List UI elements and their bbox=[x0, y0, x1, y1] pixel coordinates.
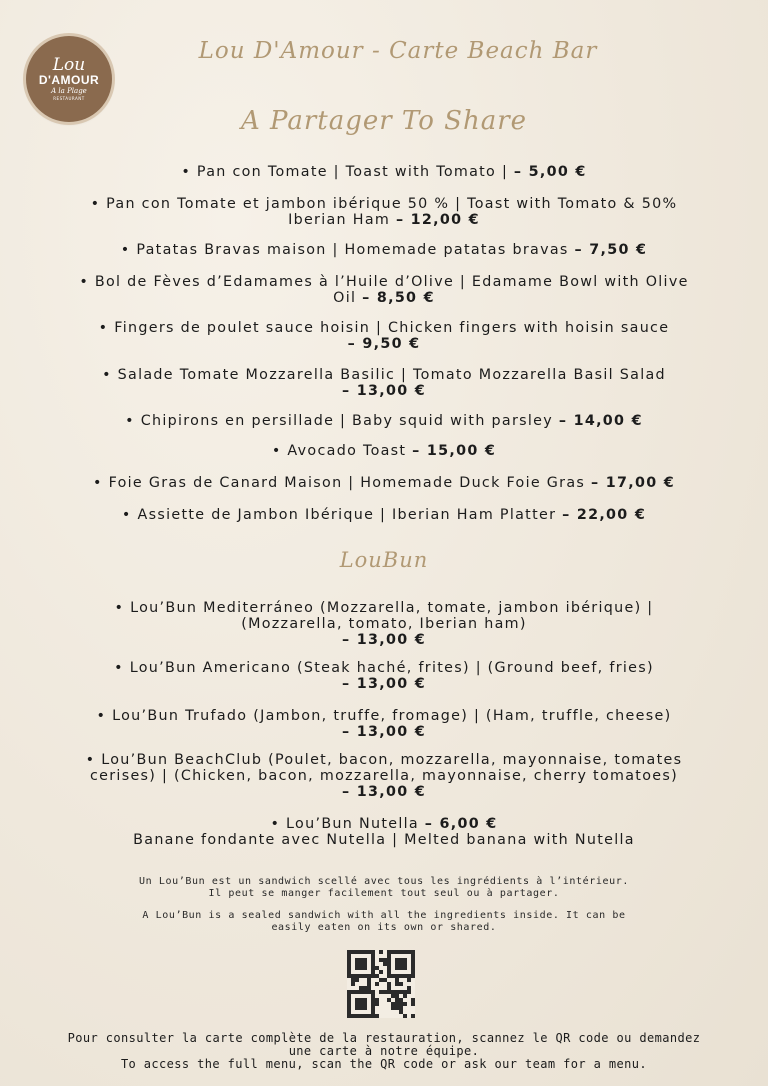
menu-item-text: • Lou’Bun Trufado (Jambon, truffe, fromage) | (Ham, truffle, cheese) bbox=[96, 708, 672, 724]
menu-item-text: Iberian Ham bbox=[288, 212, 396, 228]
menu-item-price: – 15,00 € bbox=[412, 443, 497, 459]
menu-item-text: (Mozzarella, tomato, Iberian ham) bbox=[241, 616, 527, 632]
menu-item-line bbox=[14, 752, 754, 768]
logo-text-plage: A la Plage bbox=[51, 86, 87, 95]
footer-line1: Pour consulter la carte complète de la restauration, scannez le QR code ou demandez bbox=[67, 1031, 701, 1045]
note-en-line1: A Lou’Bun is a sealed sandwich with all the ingredients inside. It can be bbox=[142, 910, 626, 921]
menu-item-price: – 17,00 € bbox=[591, 475, 675, 491]
page-title: Lou D'Amour - Carte Beach Bar bbox=[198, 38, 598, 64]
menu-item-price: – 8,50 € bbox=[362, 290, 435, 306]
menu-item-text: cerises) | (Chicken, bacon, mozzarella, mayonnaise, cherry tomatoes) bbox=[90, 768, 678, 784]
menu-item-line bbox=[14, 413, 754, 429]
menu-item-line bbox=[14, 507, 754, 523]
menu-item-price: – 9,50 € bbox=[347, 336, 421, 352]
logo-text-damour: D'AMOUR bbox=[38, 72, 100, 87]
menu-item-line bbox=[14, 600, 754, 616]
menu-item-text: Banane fondante avec Nutella | Melted banana with Nutella bbox=[133, 832, 635, 848]
menu-item-text: • Assiette de Jambon Ibérique | Iberian Ham Platter bbox=[121, 507, 563, 523]
footer-line2: une carte à notre équipe. bbox=[288, 1044, 480, 1058]
logo-text-lou: Lou bbox=[52, 54, 86, 75]
qr-code[interactable] bbox=[347, 950, 415, 1018]
menu-item-line bbox=[14, 164, 754, 180]
menu-item-line bbox=[14, 443, 754, 459]
menu-item-text: • Chipirons en persillade | Baby squid with parsley bbox=[125, 413, 559, 429]
menu-item-line bbox=[14, 242, 754, 258]
menu-item-line bbox=[14, 660, 754, 676]
menu-item-line bbox=[14, 320, 754, 336]
menu-item-price: – 7,50 € bbox=[574, 242, 648, 258]
menu-item-price: – 22,00 € bbox=[562, 507, 647, 523]
menu-item-line bbox=[14, 196, 754, 212]
menu-item-text: • Pan con Tomate et jambon ibérique 50 % | Toast with Tomato & 50% bbox=[90, 196, 678, 212]
menu-item-line bbox=[14, 274, 754, 290]
menu-item-price: – 13,00 € bbox=[342, 632, 426, 648]
logo-text-restaurant: RESTAURANT bbox=[53, 95, 85, 101]
menu-item-line bbox=[14, 784, 754, 800]
menu-item-line bbox=[14, 832, 754, 848]
menu-item-text: • Lou’Bun Nutella bbox=[270, 816, 425, 832]
menu-item-price: – 13,00 € bbox=[342, 676, 426, 692]
menu-item-text: • Foie Gras de Canard Maison | Homemade Duck Foie Gras bbox=[93, 475, 591, 491]
menu-item-line bbox=[14, 336, 754, 352]
menu-item-text: • Lou’Bun Mediterráneo (Mozzarella, tomate, jambon ibérique) | bbox=[114, 600, 654, 616]
menu-item-line bbox=[14, 212, 754, 228]
menu-item-line bbox=[14, 290, 754, 306]
menu-item-text: • Fingers de poulet sauce hoisin | Chicken fingers with hoisin sauce bbox=[98, 320, 670, 336]
menu-item-price: – 6,00 € bbox=[424, 816, 498, 832]
menu-item-line bbox=[14, 816, 754, 832]
menu-item-text: • Avocado Toast bbox=[271, 443, 413, 459]
menu-item-price: – 13,00 € bbox=[342, 383, 426, 399]
menu-item-line bbox=[14, 768, 754, 784]
menu-item-text: • Pan con Tomate | Toast with Tomato | bbox=[181, 164, 514, 180]
menu-item-line bbox=[14, 676, 754, 692]
menu-item-text: • Salade Tomate Mozzarella Basilic | Tomato Mozzarella Basil Salad bbox=[102, 367, 666, 383]
menu-item-line bbox=[14, 367, 754, 383]
menu-item-price: – 14,00 € bbox=[558, 413, 643, 429]
menu-item-price: – 5,00 € bbox=[513, 164, 587, 180]
menu-item-line bbox=[14, 708, 754, 724]
menu-item-text: • Lou’Bun Americano (Steak haché, frites) | (Ground beef, fries) bbox=[114, 660, 654, 676]
menu-item-line bbox=[14, 383, 754, 399]
menu-item-text: • Bol de Fèves d’Edamames à l’Huile d’Olive | Edamame Bowl with Olive bbox=[79, 274, 689, 290]
menu-item-line bbox=[14, 724, 754, 740]
menu-item-price: – 12,00 € bbox=[395, 212, 480, 228]
menu-item-text: Oil bbox=[333, 290, 363, 306]
note-fr-line1: Un Lou’Bun est un sandwich scellé avec tous les ingrédients à l’intérieur. bbox=[139, 876, 629, 887]
note-fr-line2: Il peut se manger facilement tout seul ou à partager. bbox=[208, 888, 560, 899]
menu-item-text: • Lou’Bun BeachClub (Poulet, bacon, mozzarella, mayonnaise, tomates bbox=[85, 752, 683, 768]
menu-item-line bbox=[14, 616, 754, 632]
menu-item-text: • Patatas Bravas maison | Homemade patatas bravas bbox=[120, 242, 575, 258]
menu-item-price: – 13,00 € bbox=[342, 724, 426, 740]
loubun-section-title: LouBun bbox=[339, 548, 429, 572]
footer-line3: To access the full menu, scan the QR code or ask our team for a menu. bbox=[120, 1057, 648, 1071]
note-en-line2: easily eaten on its own or shared. bbox=[271, 922, 497, 933]
menu-item-line bbox=[14, 632, 754, 648]
menu-item-line bbox=[14, 475, 754, 491]
menu-item-price: – 13,00 € bbox=[342, 784, 426, 800]
share-section-title: A Partager To Share bbox=[240, 106, 528, 136]
